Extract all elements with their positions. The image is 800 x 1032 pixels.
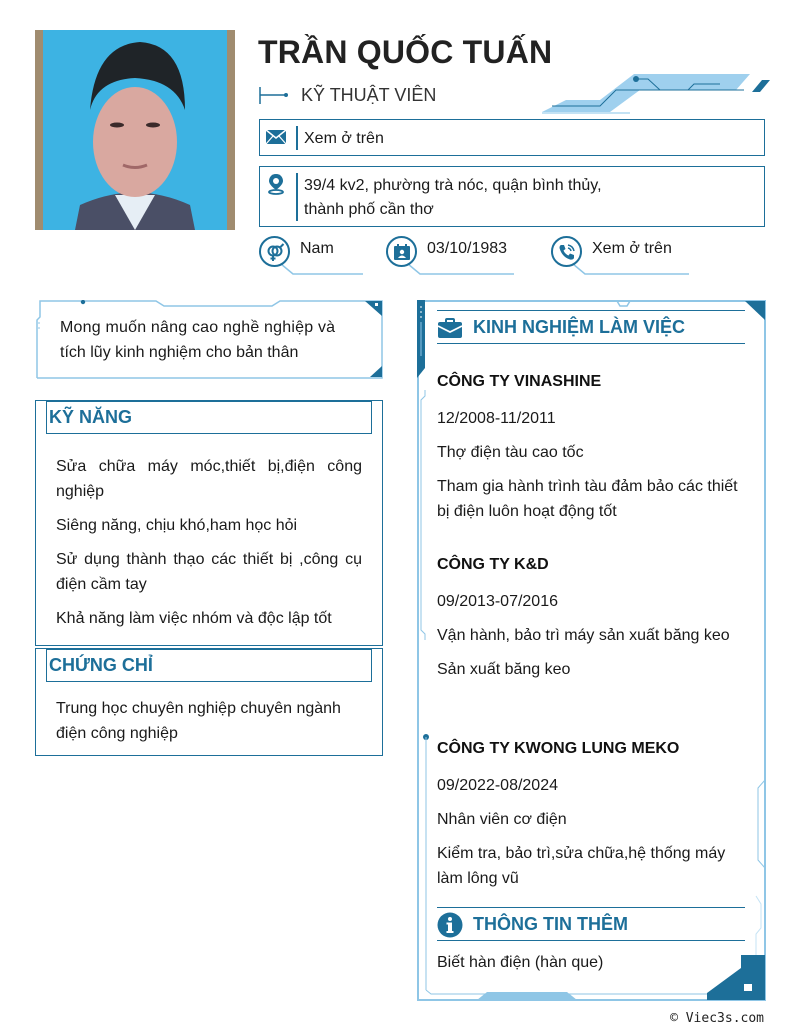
phone-symbol-icon bbox=[557, 242, 577, 262]
gender-symbol-icon bbox=[265, 242, 285, 262]
birthday-value: 03/10/1983 bbox=[427, 240, 508, 257]
job-position: Vận hành, bảo trì máy sản xuất băng keo bbox=[437, 627, 730, 644]
birthday-item bbox=[386, 236, 521, 276]
candidate-name: TRẦN QUỐC TUẤN bbox=[258, 34, 553, 70]
profile-photo bbox=[35, 30, 235, 230]
job-company: CÔNG TY KWONG LUNG MEKO bbox=[437, 740, 680, 757]
objective-line-2: tích lũy kinh nghiệm cho bản thân bbox=[60, 344, 299, 361]
gender-icon bbox=[259, 236, 290, 267]
calendar-symbol-icon bbox=[393, 243, 411, 261]
skill-item: Khả năng làm việc nhóm và độc lập tốt bbox=[56, 610, 332, 627]
skills-header bbox=[46, 401, 372, 434]
address-line-1: 39/4 kv2, phường trà nóc, quận bình thủy, bbox=[304, 177, 602, 194]
title-connector-icon bbox=[259, 85, 289, 105]
job-position: Nhân viên cơ điện bbox=[437, 811, 567, 828]
job-company: CÔNG TY VINASHINE bbox=[437, 373, 602, 390]
job-period: 09/2022-08/2024 bbox=[437, 777, 558, 794]
skill-item: Sửa chữa máy móc,thiết bị,điện công nghiệp bbox=[56, 458, 362, 500]
email-field bbox=[259, 119, 765, 156]
info-icon bbox=[437, 912, 463, 938]
skill-item: Sử dụng thành thạo các thiết bị ,công cụ điện cầm tay bbox=[56, 551, 362, 593]
job-company: CÔNG TY K&D bbox=[437, 556, 549, 573]
experience-title: KINH NGHIỆM LÀM VIỆC bbox=[473, 317, 686, 337]
experience-panel bbox=[417, 300, 766, 1001]
experience-header bbox=[437, 310, 745, 344]
job-title: KỸ THUẬT VIÊN bbox=[301, 85, 437, 105]
gender-value: Nam bbox=[300, 240, 334, 257]
job-entry bbox=[437, 738, 747, 900]
skill-item: Siêng năng, chịu khó,ham học hỏi bbox=[56, 517, 298, 534]
divider bbox=[296, 173, 298, 221]
divider bbox=[296, 126, 298, 150]
job-description: Sản xuất băng keo bbox=[437, 661, 571, 678]
skills-title: KỸ NĂNG bbox=[49, 407, 133, 427]
calendar-icon bbox=[386, 236, 417, 267]
skills-section bbox=[35, 400, 383, 646]
gender-item bbox=[259, 236, 369, 276]
address-value bbox=[304, 174, 602, 222]
circuit-decoration-icon bbox=[540, 72, 772, 114]
phone-icon bbox=[551, 236, 582, 267]
additional-info-text: Biết hàn điện (hàn que) bbox=[437, 954, 604, 971]
email-value: Xem ở trên bbox=[304, 130, 384, 147]
job-description: Kiểm tra, bảo trì,sửa chữa,hệ thống máy làm lông vũ bbox=[437, 845, 726, 887]
phone-value: Xem ở trên bbox=[592, 240, 672, 257]
job-entry bbox=[437, 554, 747, 691]
job-period: 09/2013-07/2016 bbox=[437, 593, 558, 610]
additional-info-header bbox=[437, 907, 745, 941]
map-pin-icon bbox=[265, 173, 287, 195]
certificates-header bbox=[46, 649, 372, 682]
copyright-footer: © Viec3s.com bbox=[670, 1011, 764, 1026]
portrait-image bbox=[35, 30, 235, 230]
objective-line-1: Mong muốn nâng cao nghề nghiệp và bbox=[60, 319, 336, 336]
certificates-section bbox=[35, 648, 383, 756]
career-objective bbox=[36, 300, 383, 379]
objective-text bbox=[60, 315, 366, 365]
briefcase-icon bbox=[437, 315, 463, 341]
address-line-2: thành phố cần thơ bbox=[304, 201, 434, 218]
phone-item bbox=[551, 236, 696, 276]
job-position: Thợ điện tàu cao tốc bbox=[437, 444, 584, 461]
job-entry bbox=[437, 371, 747, 533]
job-description: Tham gia hành trình tàu đảm bảo các thiết bị điện luôn hoạt động tốt bbox=[437, 478, 738, 520]
address-field bbox=[259, 166, 765, 227]
job-period: 12/2008-11/2011 bbox=[437, 410, 556, 427]
envelope-icon bbox=[265, 126, 287, 148]
certificates-title: CHỨNG CHỈ bbox=[49, 655, 153, 675]
certificates-list bbox=[56, 696, 362, 755]
certificate-item: Trung học chuyên nghiệp chuyên ngành điện công nghiệp bbox=[56, 700, 341, 742]
skills-list bbox=[56, 454, 362, 640]
additional-info-title: THÔNG TIN THÊM bbox=[473, 914, 628, 934]
